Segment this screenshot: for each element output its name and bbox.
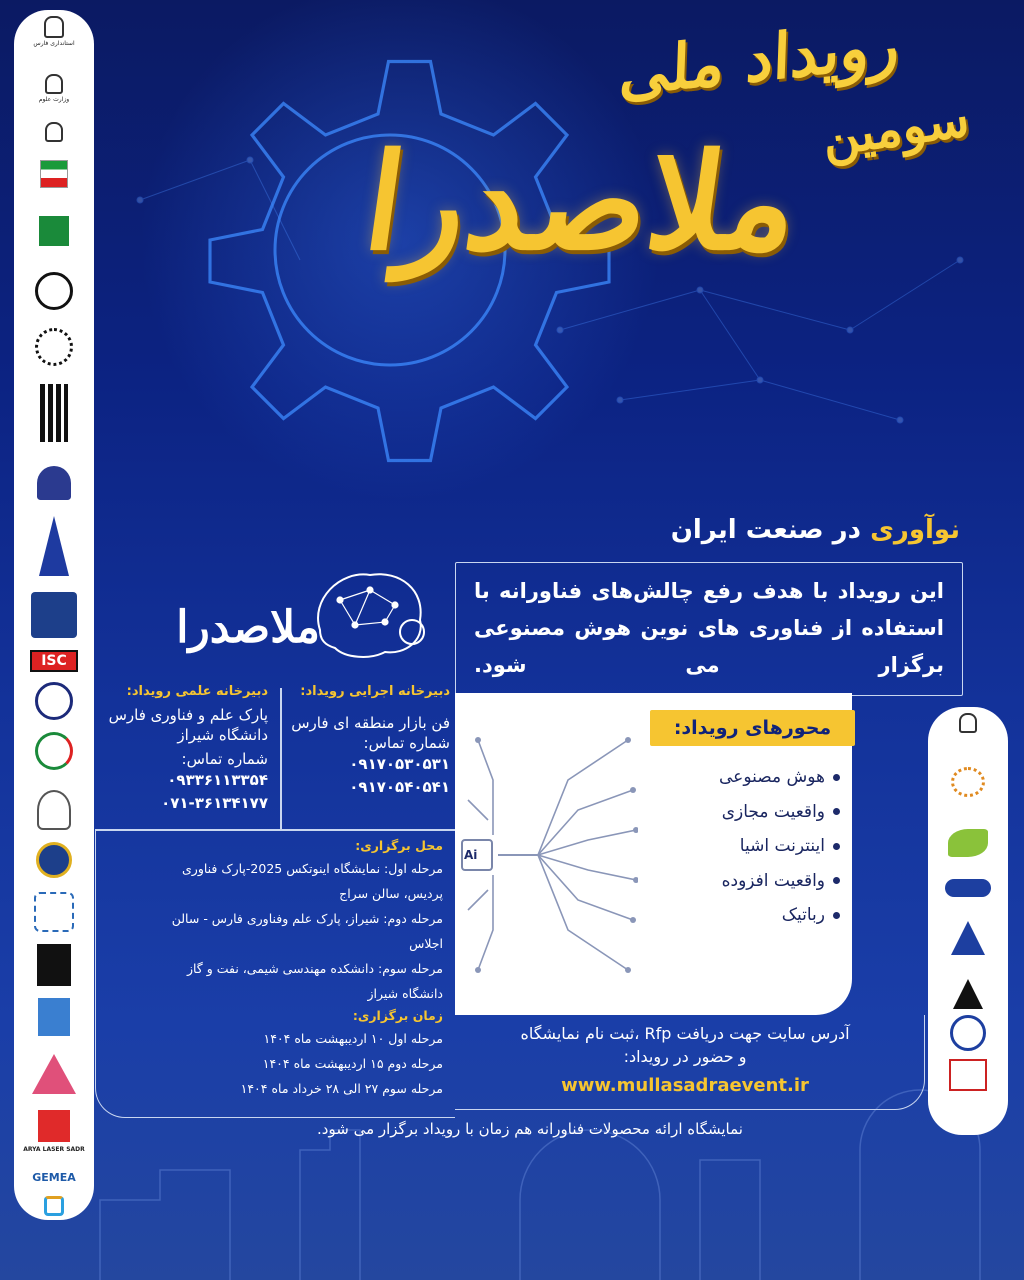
venue-stage: مرحله اول: نمایشگاه اینوتکس 2025-پارک فناوری (182, 861, 443, 876)
blue-wordmark-logo-icon (945, 879, 991, 897)
bullet-icon (833, 808, 840, 815)
list-item (640, 760, 840, 795)
topic-label: اینترنت اشیا (739, 836, 825, 856)
emblem-icon (45, 74, 63, 94)
secretariat-executive-org: فن بازار منطقه ای فارس (291, 714, 450, 732)
emblem-icon (959, 713, 977, 733)
green-square-logo-icon (39, 216, 69, 246)
subtitle-rest: در صنعت ایران (670, 515, 861, 545)
website-link[interactable]: www.mullasadraevent.ir (561, 1075, 809, 1096)
blue-badge-logo-icon (31, 592, 77, 638)
shiraz-university-logo-icon (40, 384, 68, 442)
schedule-stage: مرحله سوم ۲۷ الی ۲۸ خرداد ماه ۱۴۰۴ (240, 1081, 443, 1096)
secretariat-scientific (98, 684, 268, 815)
topic-label: هوش مصنوعی (719, 767, 825, 787)
secretariat-scientific-title: دبیرخانه علمی رویداد: (126, 684, 268, 699)
venue-stage: دانشگاه شیراز (367, 986, 443, 1001)
azad-university-logo-icon (39, 516, 69, 576)
emblem-icon (44, 16, 64, 38)
tree-logo-icon (37, 790, 71, 830)
secretariat-scientific-org: دانشگاه شیراز (177, 726, 268, 744)
title-national-event: رویداد ملی (618, 6, 901, 111)
gear-seal-logo-icon (35, 328, 73, 366)
flag-logo-icon (40, 160, 68, 188)
subtitle (560, 508, 960, 552)
secretariat-scientific-org: پارک علم و فناوری فارس (108, 706, 268, 724)
website-line: آدرس سایت جهت دریافت Rfp ،ثبت نام نمایشگاه (520, 1024, 850, 1043)
list-item (640, 795, 840, 830)
venue-stage: مرحله سوم: دانشکده مهندسی شیمی، نفت و گاز (186, 961, 443, 976)
topic-label: واقعیت مجازی (721, 801, 825, 822)
secretariat-executive (285, 684, 450, 799)
website-line: و حضور در رویداد: (623, 1047, 747, 1066)
secretariat-scientific-phone: ۰۷۱-۳۶۱۳۴۱۷۷ (161, 794, 268, 812)
title-ordinal: سومین (818, 88, 973, 168)
list-item (640, 864, 840, 899)
triangle-logo-icon (32, 1054, 76, 1094)
venue-schedule-box (95, 830, 455, 1118)
venue-stage: پردیس، سالن سراج (339, 886, 443, 901)
city-silhouette (100, 1090, 980, 1280)
bullet-icon (833, 774, 840, 781)
green-leaf-logo-icon (948, 829, 988, 857)
colorful-logo-icon (44, 1196, 64, 1216)
topics-title: محورهای رویداد: (650, 710, 855, 746)
topic-label: واقعیت افزوده (721, 870, 825, 891)
green-red-logo-icon (35, 732, 73, 770)
schedule-stage: مرحله اول ۱۰ اردیبهشت ماه ۱۴۰۴ (263, 1031, 443, 1046)
gemma-logo: GEMEA (32, 1171, 76, 1184)
network-map-logo-icon (34, 892, 74, 932)
venue-stage: اجلاس (409, 936, 443, 951)
page-title: ملاصدرا (355, 125, 809, 280)
divider (280, 688, 282, 830)
schedule-stage: مرحله دوم ۱۵ اردیبهشت ماه ۱۴۰۴ (262, 1056, 443, 1071)
topic-label: رباتیک (781, 905, 825, 925)
brain-network-icon (300, 560, 440, 670)
arya-laser-logo-icon (38, 1110, 70, 1142)
sponsor-logo-strip-left: استانداری فارس وزارت علوم ISC ARYA LASER SADR GEMEA (14, 10, 94, 1220)
secretariat-executive-phone-label: شماره تماس: (363, 734, 450, 752)
venue-title: محل برگزاری: (355, 838, 443, 853)
list-item (640, 898, 840, 933)
isc-logo-icon: ISC (30, 650, 78, 672)
ai-chip-label: Ai (464, 848, 478, 862)
iaaa-logo-icon (37, 944, 71, 986)
venue-stage: مرحله دوم: شیراز، پارک علم وفناوری فارس - سالن (171, 911, 443, 926)
sponsor-logo-strip-right (928, 707, 1008, 1135)
arya-laser-label: ARYA LASER SADR (23, 1146, 85, 1153)
purpose-box (455, 562, 963, 696)
secretariat-scientific-phone: ۰۹۳۳۶۱۱۳۳۵۴ (167, 771, 268, 789)
blue-building-logo-icon (38, 998, 70, 1036)
secretariat-executive-title: دبیرخانه اجرایی رویداد: (300, 684, 450, 699)
footer-note: نمایشگاه ارائه محصولات فناورانه هم زمان با رویداد برگزار می شود. (317, 1120, 743, 1138)
bullet-icon (833, 843, 840, 850)
orange-flower-logo-icon (951, 767, 985, 797)
round-seal-logo-icon (950, 1015, 986, 1051)
emblem-icon (45, 122, 63, 142)
brand-logo-text: ملاصدرا (176, 602, 320, 653)
secretariat-scientific-phone-label: شماره تماس: (181, 750, 268, 768)
secretariat-executive-phone: ۰۹۱۷۰۵۴۰۵۴۱ (349, 778, 450, 796)
list-item (640, 829, 840, 864)
topics-list (640, 760, 840, 933)
red-map-logo-icon (949, 1059, 987, 1091)
medical-university-logo-icon (35, 272, 73, 310)
blue-triangle-logo-icon (951, 921, 985, 955)
purpose-text: این رویداد با هدف رفع چالش‌های فناورانه با استفاده از فناوری های نوین هوش مصنوعی برگزار می شود. (474, 579, 944, 677)
bullet-icon (833, 877, 840, 884)
blue-gold-seal-logo-icon (36, 842, 72, 878)
runner-logo-icon (35, 682, 73, 720)
website-text (470, 1022, 900, 1068)
subtitle-accent: نوآوری (870, 515, 960, 545)
fleur-logo-icon (37, 466, 71, 500)
secretariat-executive-phone: ۰۹۱۷۰۵۳۰۵۳۱ (349, 755, 450, 773)
black-triangle-logo-icon (953, 979, 983, 1009)
bullet-icon (833, 912, 840, 919)
schedule-title: زمان برگزاری: (352, 1008, 443, 1023)
ai-circuit-icon (458, 720, 638, 990)
